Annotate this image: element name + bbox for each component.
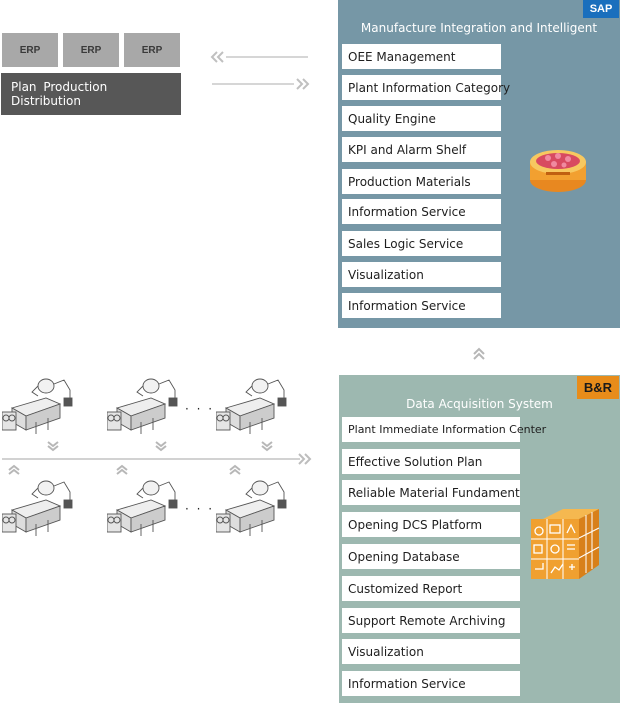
mii-item: Information Service [342,293,501,318]
mii-item: OEE Management [342,44,501,69]
plan-production-distribution-box: Plan Production Distribution [1,73,181,115]
machine-illustration-icon [2,476,74,538]
erp-box: ERP [2,33,58,67]
erp-box: ERP [124,33,180,67]
das-item: Visualization [342,639,520,664]
erp-mii-arrows [208,48,312,94]
mii-panel [338,0,620,328]
right-arrow-icon [212,79,308,89]
chevron-down-icon [154,440,168,452]
database-icon [528,146,588,196]
das-item: Plant Immediate Information Center [342,417,520,442]
das-item: Customized Report [342,576,520,601]
erp-box: ERP [63,33,119,67]
mii-item: Information Service [342,199,501,224]
machine-illustration-icon [107,374,179,436]
ellipsis: · · · [185,402,215,416]
mii-title: Manufacture Integration and Intelligent [360,21,598,35]
das-item: Support Remote Archiving [342,608,520,633]
das-item: Opening DCS Platform [342,512,520,537]
das-item: Opening Database [342,544,520,569]
right-arrow-icon [0,452,316,466]
mii-item: KPI and Alarm Shelf [342,137,501,162]
machine-illustration-icon [216,476,288,538]
cube-icon [529,509,605,585]
chevron-down-icon [46,440,60,452]
chevron-up-icon [228,464,242,476]
chevron-up-icon [115,464,129,476]
left-arrow-icon [212,52,308,62]
das-item: Reliable Material Fundament [342,480,520,505]
mii-item: Visualization [342,262,501,287]
chevron-up-icon [7,464,21,476]
mii-item: Sales Logic Service [342,231,501,256]
das-panel [339,375,620,703]
br-logo: B&R [577,376,619,399]
das-item: Effective Solution Plan [342,449,520,474]
machine-illustration-icon [216,374,288,436]
chevron-up-icon [471,346,487,362]
machine-illustration-icon [107,476,179,538]
mii-item: Production Materials [342,169,501,194]
mii-item: Plant Information Category [342,75,501,100]
das-title: Data Acquisition System [406,397,553,411]
das-item: Information Service [342,671,520,696]
ellipsis: · · · [185,502,215,516]
machine-illustration-icon [2,374,74,436]
mii-item: Quality Engine [342,106,501,131]
sap-logo: SAP [583,0,619,18]
chevron-down-icon [260,440,274,452]
